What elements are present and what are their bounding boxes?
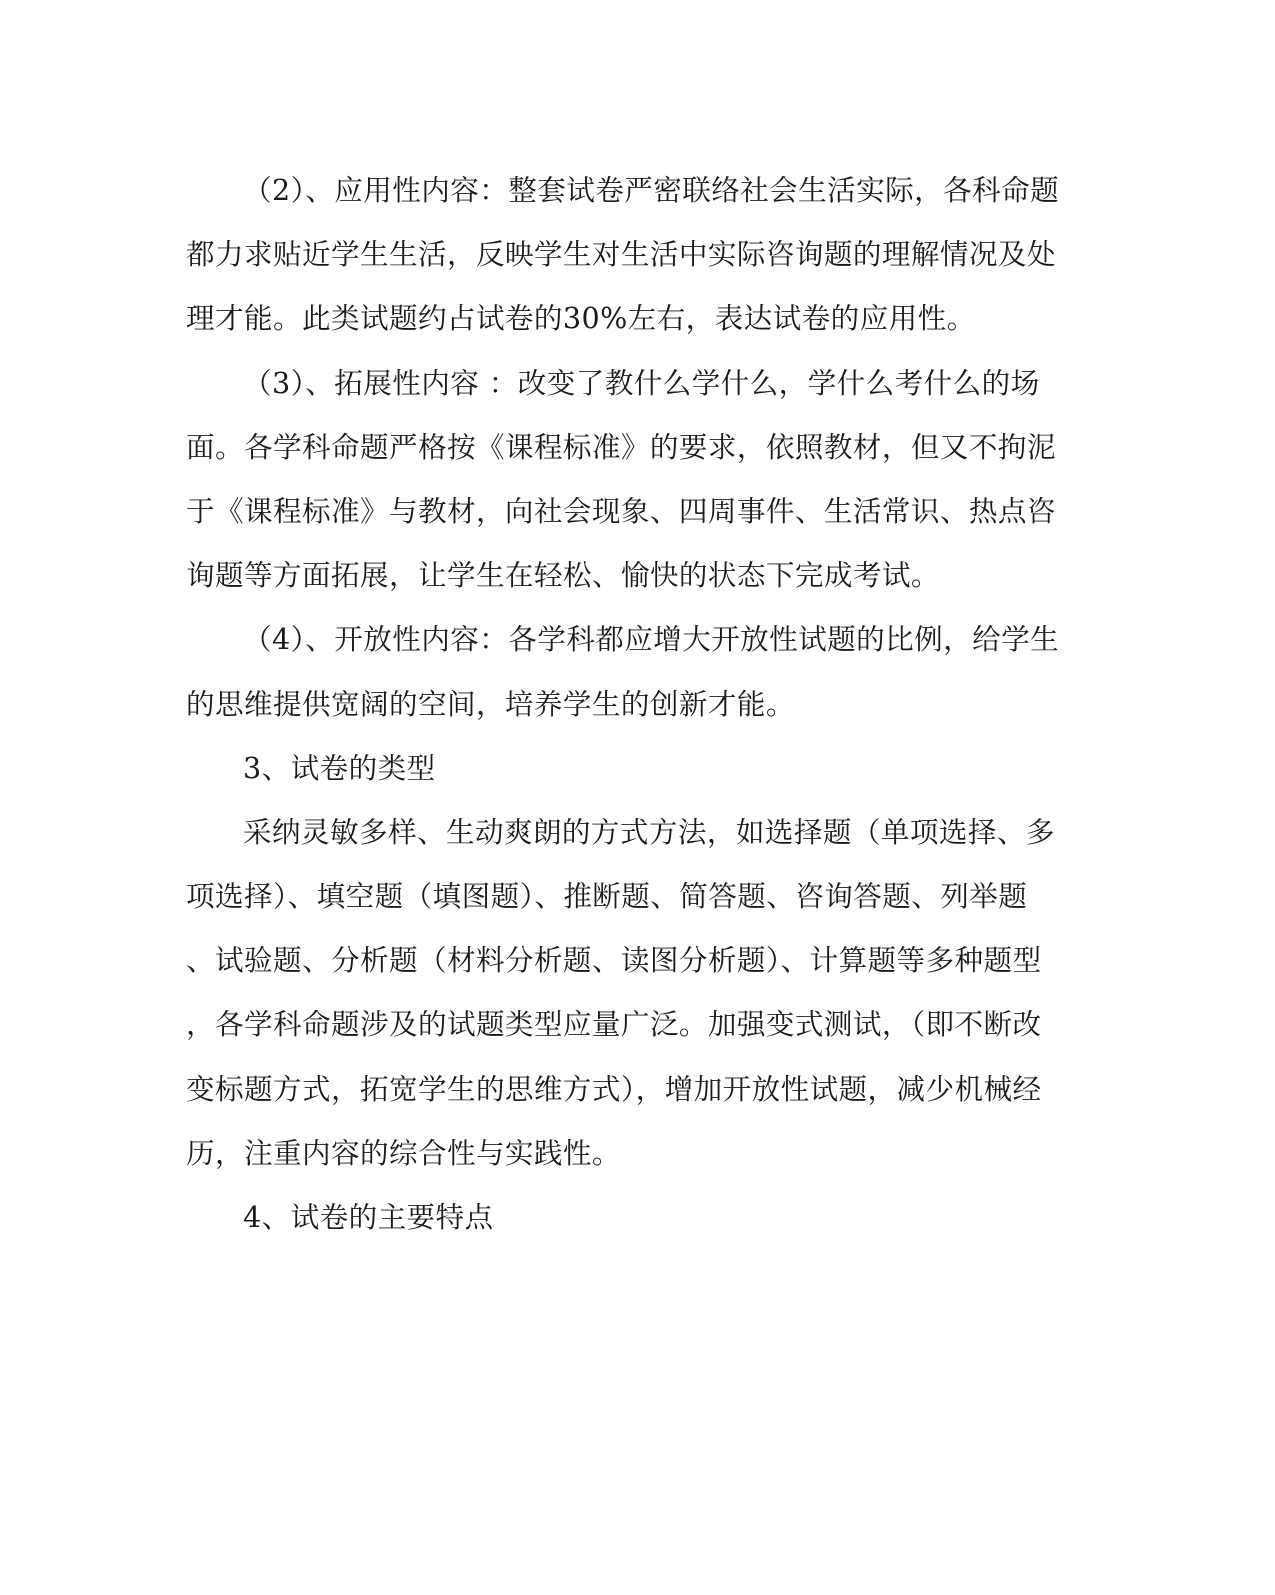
text-line: 询题等方面拓展，让学生在轻松、愉快的状态下完成考试。 xyxy=(186,558,940,593)
paragraph-extended-content xyxy=(186,351,1066,608)
text-line: 的思维提供宽阔的空间，培养学生的创新才能。 xyxy=(186,686,795,721)
text-line: （3）、拓展性内容 ：改变了教什么学什么，学什么考什么的场 xyxy=(243,365,1040,400)
paragraph-question-types xyxy=(186,800,1066,1185)
text-line: 理才能。此类试题约占试卷的30%左右，表达试卷的应用性。 xyxy=(186,301,976,336)
paragraph-open-content xyxy=(186,607,1066,735)
text-line: 于《课程标准》与教材，向社会现象、四周事件、生活常识、热点咨 xyxy=(186,493,1056,528)
text-line: 采纳灵敏多样、生动爽朗的方式方法，如选择题（单项选择、多 xyxy=(243,814,1055,849)
text-line: ，各学科命题涉及的试题类型应量广泛。加强变式测试，（即不断改 xyxy=(186,1007,1042,1042)
section-heading-main-features xyxy=(186,1185,1066,1249)
text-line: 面。各学科命题严格按《课程标准》的要求，依照教材，但又不拘泥 xyxy=(186,429,1056,464)
section-heading-exam-types xyxy=(186,736,1066,800)
text-line: 都力求贴近学生生活，反映学生对生活中实际咨询题的理解情况及处 xyxy=(186,237,1056,272)
paragraph-applied-content xyxy=(186,158,1066,351)
text-line: 历，注重内容的综合性与实践性。 xyxy=(186,1135,621,1170)
text-line: 项选择）、填空题（填图题）、推断题、简答题、咨询答题、列举题 xyxy=(186,879,1028,914)
text-line: 、试验题、分析题（材料分析题、读图分析题）、计算题等多种题型 xyxy=(186,943,1042,978)
text-line: 3、试卷的类型 xyxy=(243,750,436,785)
text-line: 变标题方式，拓宽学生的思维方式），增加开放性试题，减少机械经 xyxy=(186,1071,1042,1106)
document-body xyxy=(186,158,1066,1249)
text-line: （4）、开放性内容：各学科都应增大开放性试题的比例，给学生 xyxy=(243,622,1060,657)
text-line: 4、试卷的主要特点 xyxy=(243,1200,494,1234)
text-line: （2）、应用性内容：整套试卷严密联络社会生活实际，各科命题 xyxy=(243,173,1060,207)
